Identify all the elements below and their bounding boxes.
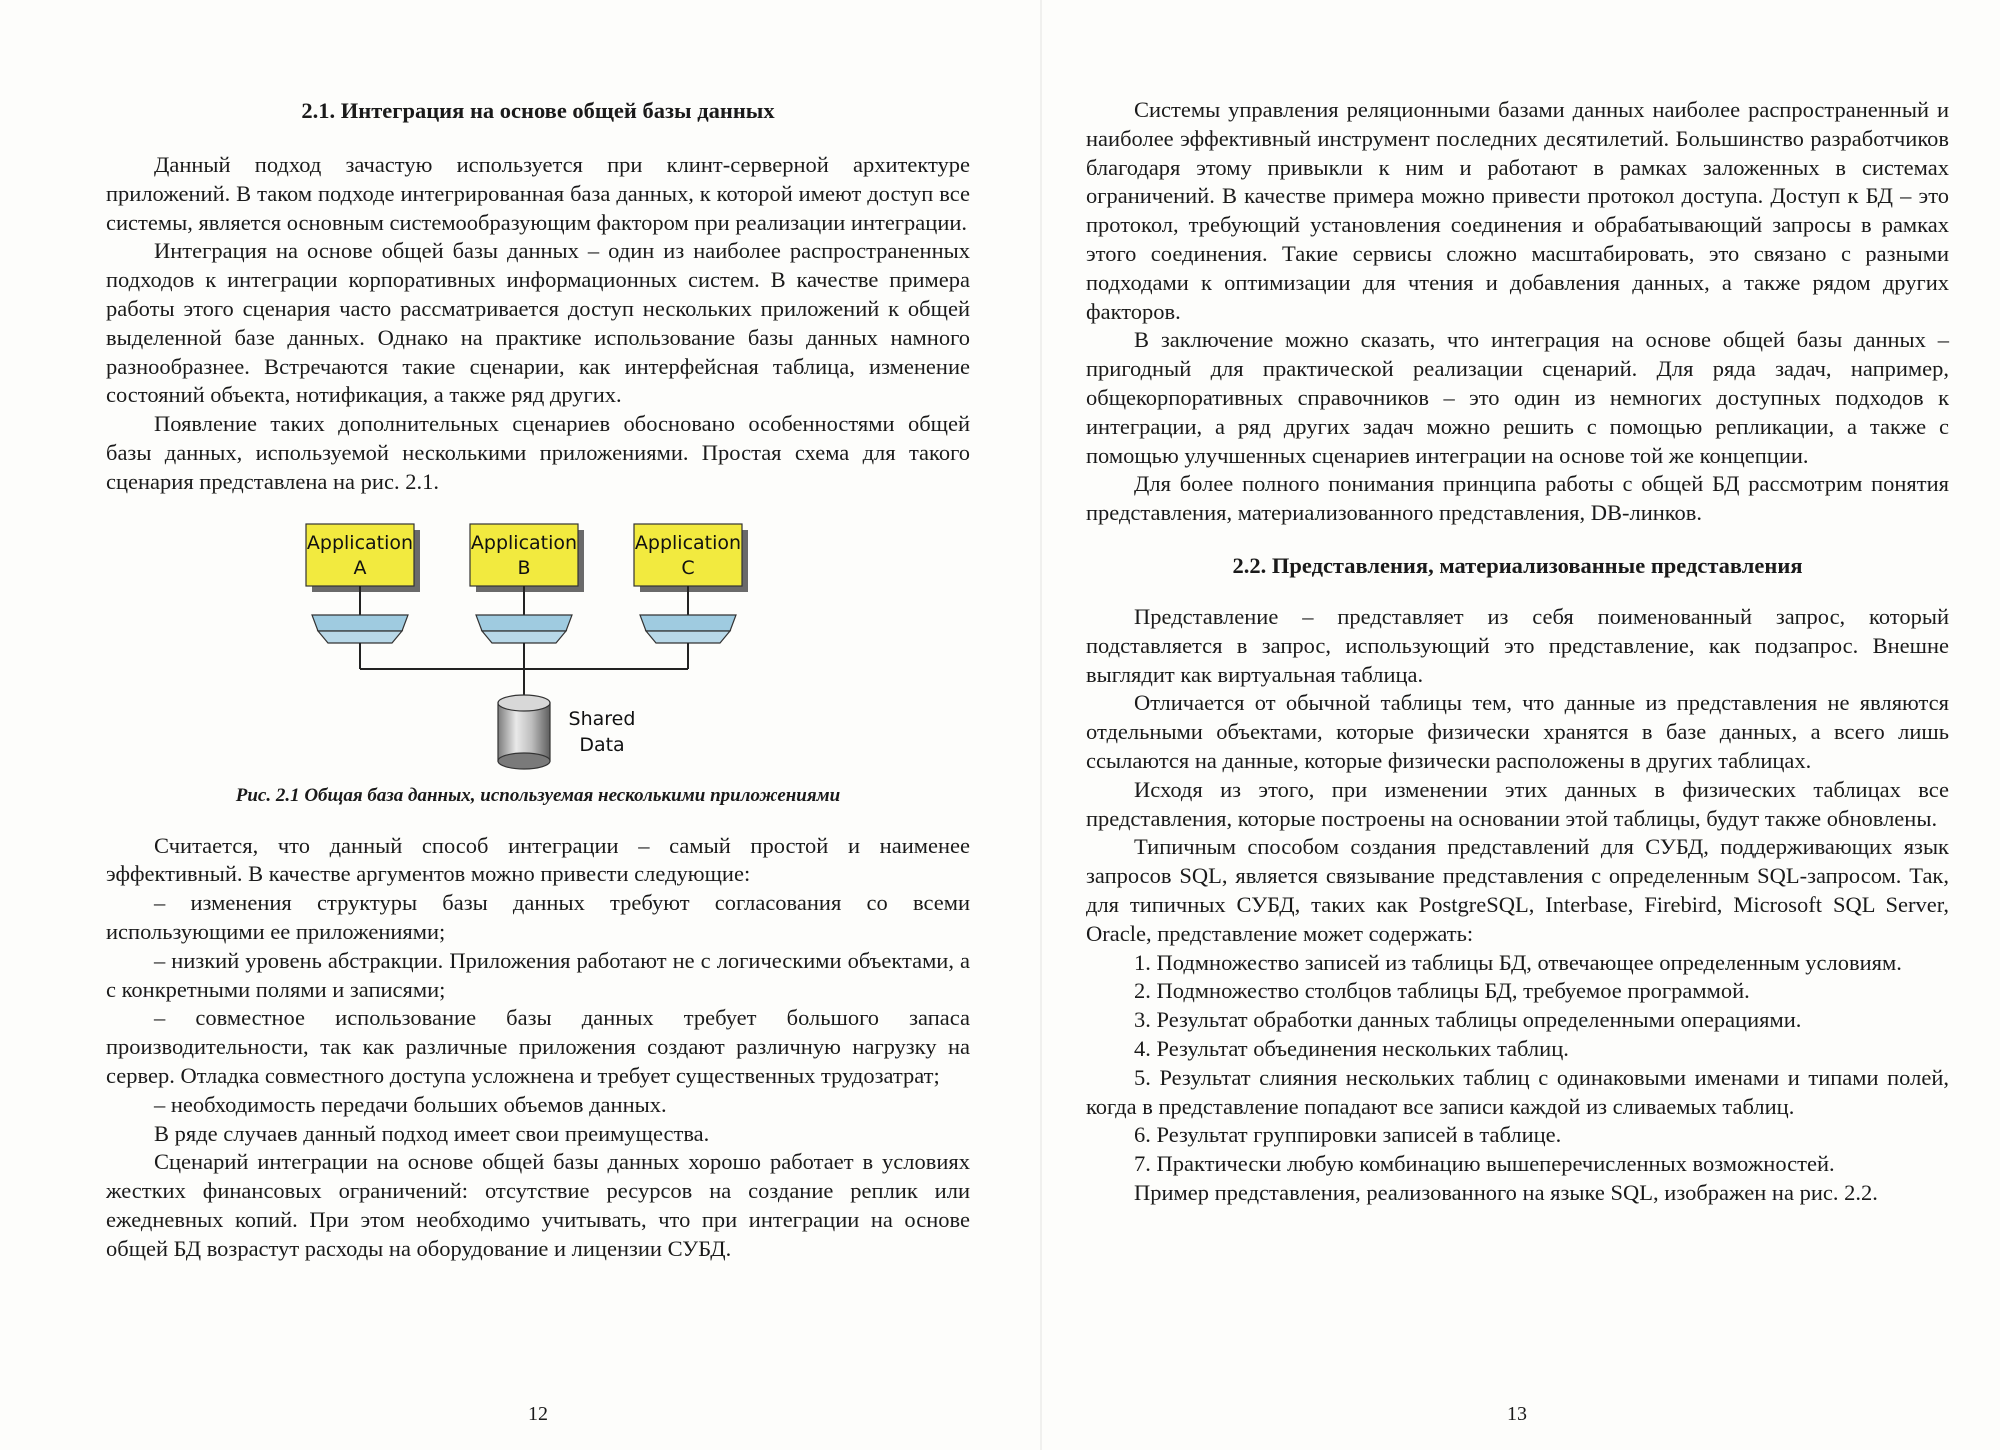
- right-column: [1086, 96, 1949, 1208]
- list-item: – низкий уровень абстракции. Приложения работают не с логическими объектами, а с конкретными полями и записями;: [106, 947, 970, 1002]
- shared-data-label-line1: Shared: [568, 707, 636, 730]
- paragraph: Для более полного понимания принципа работы с общей БД рассмотрим понятия представления, материализованного представления, DB-линков.: [1086, 471, 1949, 526]
- paragraph: Типичным способом создания представлений для СУБД, поддерживающих язык запросов SQL, является связывание представления с определенным SQL-запросом. Так, для типичных СУБД, таких как PostgreSQL, Interbase, Firebird, Microsoft SQL Server, Oracle, представление может содержать:: [1086, 834, 1949, 946]
- paragraph: Данный подход зачастую используется при клинт-серверной архитектуре приложений. В таком подходе интегрированная база данных, к которой имеют доступ все системы, является основным системообразующим фактором при реализации интеграции.: [106, 152, 970, 235]
- paragraph: Появление таких дополнительных сценариев обосновано особенностями общей базы данных, используемой несколькими приложениями. Простая схема для такого сценария представлена на рис. 2.1.: [106, 411, 970, 494]
- figure-2-1: [106, 519, 970, 774]
- application-a-node: [306, 524, 420, 592]
- list-item: 5. Результат слияния нескольких таблиц с одинаковыми именами и типами полей, когда в представление попадают все записи каждой из сливаемых таблиц.: [1086, 1064, 1949, 1119]
- list-item: 7. Практически любую комбинацию вышеперечисленных возможностей.: [1134, 1151, 1835, 1177]
- paragraph: Системы управления реляционными базами данных наиболее распространенный и наиболее эффективный инструмент последних десятилетий. Большинство разработчиков благодаря этому привыкли к ним и работают в рамках заложенных в системах ограничений. В качестве примера можно привести протокол доступа. Доступ к БД – это протокол, требующий установления соединения и обрабатывающий запросы в рамках этого соединения. Такие сервисы сложно масштабировать, это связано с разными подходами к оптимизации для чтения и добавления данных, а также рядом других факторов.: [1086, 97, 1949, 324]
- paragraph: Интеграция на основе общей базы данных – один из наиболее распространенных подходов к интеграции корпоративных информационных систем. В качестве примера работы этого сценария часто рассматривается доступ нескольких приложений к общей выделенной базе данных. Однако на практике использование базы данных намного разнообразнее. Встречаются такие сценарии, как интерфейсная таблица, изменение состояний объекта, нотификация, а также ряд других.: [106, 238, 970, 408]
- paragraph: Сценарий интеграции на основе общей базы данных хорошо работает в условиях жестких финансовых ограничений: отсутствие ресурсов на создание реплик или ежедневных копий. При этом необходимо учитывать, что при интеграции на основе общей БД возрастут расходы на оборудование и лицензии СУБД.: [106, 1149, 970, 1261]
- database-cylinder-icon: [498, 695, 550, 769]
- list-item: 1. Подмножество записей из таблицы БД, отвечающее определенным условиям.: [1134, 949, 1902, 975]
- paragraph: В заключение можно сказать, что интеграция на основе общей базы данных – пригодный для практической реализации сценарий. Для ряда задач, например, общекорпоративных справочников – это один из немногих доступных подходов к интеграции, а ряд других задач можно решить с помощью репликации, а также с помощью улучшенных сценариев интеграции на основе той же концепции.: [1086, 327, 1949, 468]
- paragraph: Исходя из этого, при изменении этих данных в физических таблицах все представления, которые построены на основании этой таблицы, будут также обновлены.: [1086, 776, 1949, 831]
- paragraph: Пример представления, реализованного на языке SQL, изображен на рис. 2.2.: [1134, 1179, 1878, 1205]
- paragraph: В ряде случаев данный подход имеет свои преимущества.: [154, 1120, 710, 1146]
- list-item: – совместное использование базы данных требует большого запаса производительности, так как различные приложения создают различную нагрузку на сервер. Отладка совместного доступа усложнена и требует существенных трудозатрат;: [106, 1005, 970, 1088]
- right-page: [1000, 0, 2000, 1450]
- section-heading-2-1: 2.1. Интеграция на основе общей базы данных: [301, 98, 775, 123]
- section-heading-2-2: 2.2. Представления, материализованные представления: [1232, 552, 1803, 578]
- list-item: 6. Результат группировки записей в таблице.: [1134, 1122, 1562, 1148]
- connector-lines: [360, 643, 688, 697]
- shared-database-diagram: [106, 519, 970, 774]
- app-a-label-line2: A: [353, 556, 367, 579]
- left-column: [106, 96, 970, 1264]
- list-item: 2. Подмножество столбцов таблицы БД, требуемое программой.: [1134, 978, 1750, 1004]
- list-item: 3. Результат обработки данных таблицы определенными операциями.: [1134, 1007, 1802, 1033]
- paragraph: Считается, что данный способ интеграции – самый простой и наименее эффективный. В качестве аргументов можно привести следующие:: [106, 832, 970, 887]
- paragraph: Отличается от обычной таблицы тем, что данные из представления не являются отдельными объектами, которые физически хранятся в базе данных, а всего лишь ссылаются на данные, которые физически расположены в других таблицах.: [1086, 690, 1949, 773]
- app-a-label-line1: Application: [306, 531, 414, 554]
- app-c-label-line2: C: [681, 556, 695, 579]
- shared-data-label-line2: Data: [579, 733, 625, 756]
- figure-caption: Рис. 2.1 Общая база данных, используемая несколькими приложениями: [235, 784, 841, 806]
- list-item: – изменения структуры базы данных требуют согласования со всеми использующими ее приложениями;: [106, 890, 970, 944]
- app-b-label-line1: Application: [470, 531, 578, 554]
- page-number-left: 12: [528, 1403, 548, 1425]
- list-item: 4. Результат объединения нескольких таблиц.: [1134, 1035, 1569, 1061]
- application-c-node: [634, 524, 748, 592]
- page-number-right: 13: [1507, 1403, 1527, 1425]
- adapter-b-shape: [476, 615, 572, 631]
- app-c-label-line1: Application: [634, 531, 742, 554]
- list-item: – необходимость передачи больших объемов данных.: [154, 1091, 667, 1117]
- application-b-node: [470, 524, 584, 592]
- adapter-a-shape: [312, 615, 408, 631]
- app-b-label-line2: B: [517, 556, 531, 579]
- adapter-c-shape: [640, 615, 736, 631]
- paragraph: Представление – представляет из себя поименованный запрос, который подставляется в запрос, использующий это представление, как подзапрос. Внешне выглядит как виртуальная таблица.: [1086, 603, 1949, 687]
